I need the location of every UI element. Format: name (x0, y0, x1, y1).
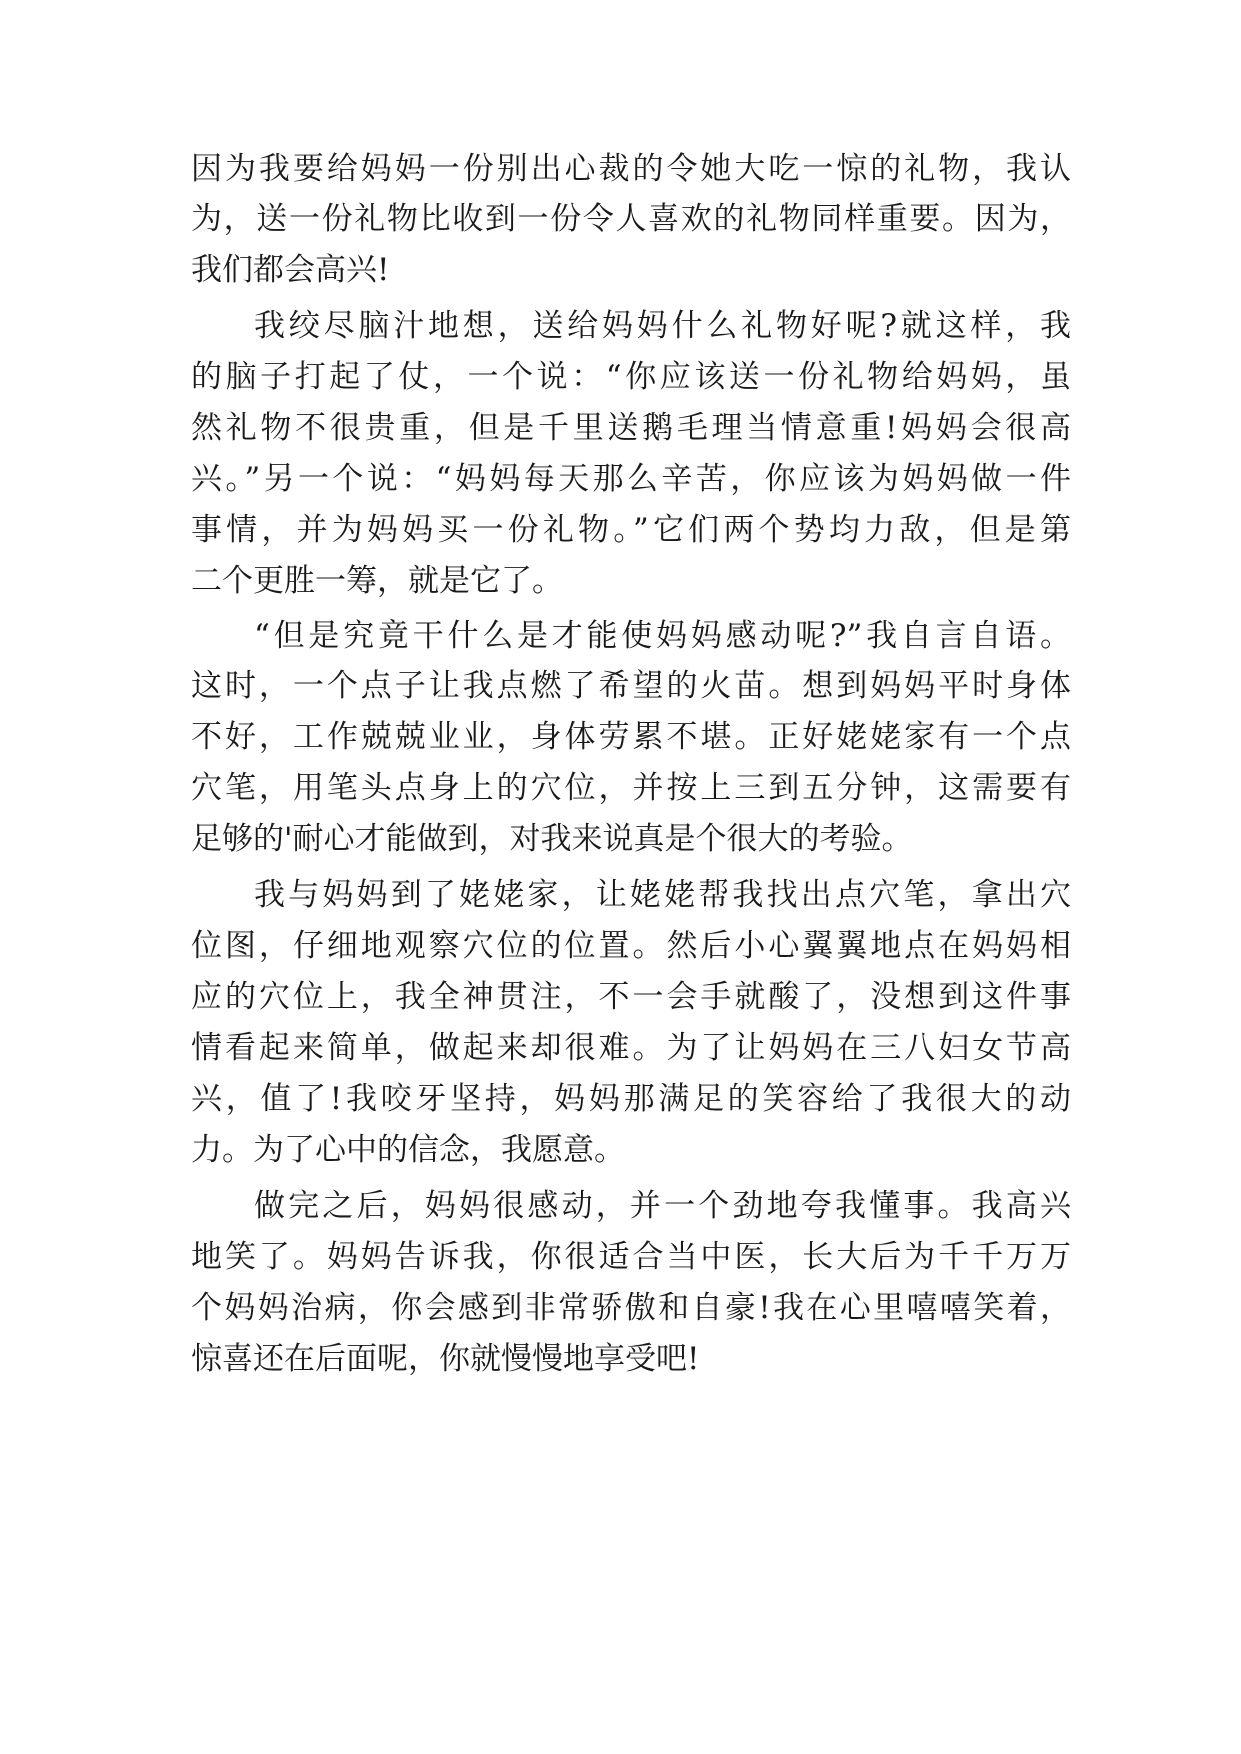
paragraph-line: 兴，值了!我咬牙坚持，妈妈那满足的笑容给了我很大的动 (191, 1081, 1071, 1117)
paragraph-line: 兴。”另一个说：“妈妈每天那么辛苦，你应该为妈妈做一件 (191, 461, 1071, 497)
paragraph-line: 为，送一份礼物比收到一份令人喜欢的礼物同样重要。因为， (191, 201, 1071, 237)
paragraph-line: 个妈妈治病，你会感到非常骄傲和自豪!我在心里嘻嘻笑着， (191, 1290, 1071, 1326)
paragraph-line: 然礼物不很贵重，但是千里送鹅毛理当情意重!妈妈会很高 (191, 410, 1071, 446)
paragraph-line: 情看起来简单，做起来却很难。为了让妈妈在三八妇女节高 (191, 1030, 1071, 1066)
paragraph-line: 我与妈妈到了姥姥家，让姥姥帮我找出点穴笔，拿出穴 (254, 877, 1071, 913)
paragraph-line: 做完之后，妈妈很感动，并一个劲地夸我懂事。我高兴 (254, 1188, 1071, 1224)
paragraph-line: 应的穴位上，我全神贯注，不一会手就酸了，没想到这件事 (191, 979, 1071, 1015)
paragraph-line: 地笑了。妈妈告诉我，你很适合当中医，长大后为千千万万 (191, 1239, 1071, 1275)
paragraph-line: 不好，工作兢兢业业，身体劳累不堪。正好姥姥家有一个点 (191, 719, 1071, 755)
paragraph-line: 我们都会高兴! (191, 252, 390, 288)
paragraph-line: 力。为了心中的信念，我愿意。 (191, 1132, 625, 1168)
paragraph-line: 位图，仔细地观察穴位的位置。然后小心翼翼地点在妈妈相 (191, 928, 1071, 964)
paragraph-line: 穴笔，用笔头点身上的穴位，并按上三到五分钟，这需要有 (191, 770, 1071, 806)
paragraph-line: 事情，并为妈妈买一份礼物。”它们两个势均力敌，但是第 (191, 512, 1071, 548)
paragraph-line: “但是究竟干什么是才能使妈妈感动呢?”我自言自语。 (254, 618, 1071, 654)
paragraph-line: 因为我要给妈妈一份别出心裁的令她大吃一惊的礼物，我认 (191, 151, 1071, 187)
paragraph-line: 这时，一个点子让我点燃了希望的火苗。想到妈妈平时身体 (191, 668, 1071, 704)
paragraph-line: 的脑子打起了仗，一个说：“你应该送一份礼物给妈妈，虽 (191, 359, 1071, 395)
paragraph-line: 我绞尽脑汁地想，送给妈妈什么礼物好呢?就这样，我 (254, 308, 1071, 344)
paragraph-line: 二个更胜一筹，就是它了。 (191, 563, 563, 599)
paragraph-line: 惊喜还在后面呢，你就慢慢地享受吧! (191, 1341, 700, 1377)
paragraph-line: 足够的'耐心才能做到，对我来说真是个很大的考验。 (191, 821, 913, 857)
